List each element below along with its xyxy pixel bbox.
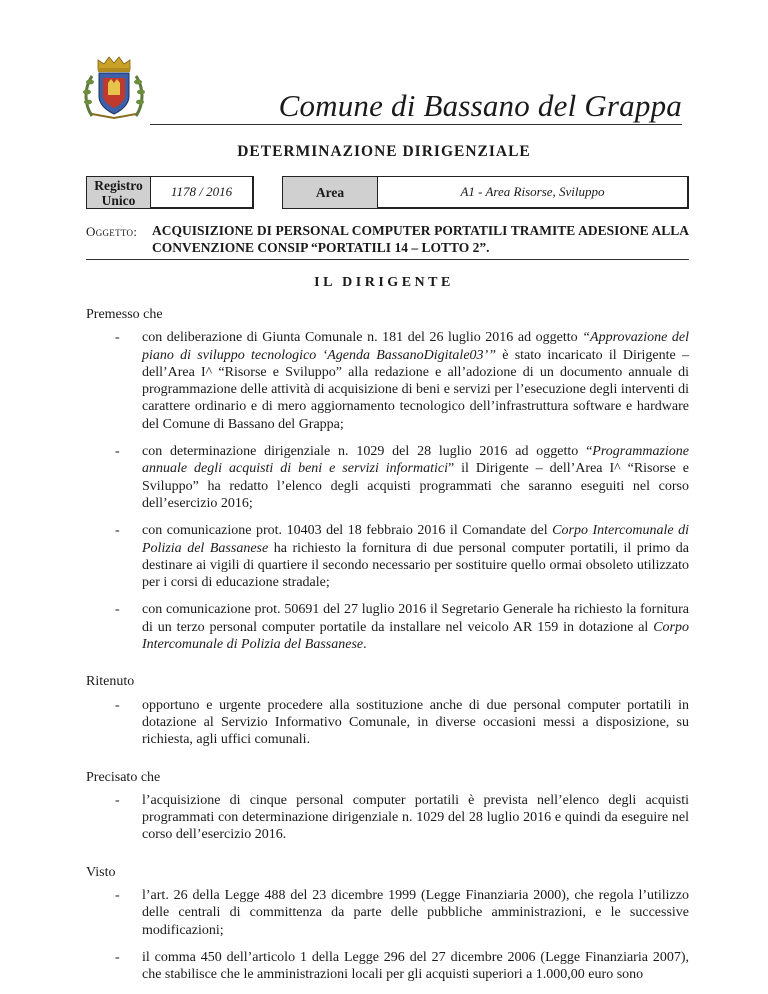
registry-table (86, 176, 689, 211)
text-run: il comma 450 dell’articolo 1 della Legge 296 del 27 dicembre 2006 (Legge Finanziaria 2007), che stabilisce che le amministrazioni locali per gli acquisti superiori a 1.000,00 euro sono (142, 949, 689, 983)
text-run: l’art. 26 della Legge 488 del 23 dicembre 1999 (Legge Finanziaria 2000), che regola l’utilizzo delle centrali di committenza da parte delle pubbliche amministrazioni, e le successive modificazioni; (142, 888, 689, 938)
text-run: ha richiesto la fornitura di due personal computer portatili, il primo da destinare ai vigili di quartiere il secondo necessario per sostituire quello ormai obsoleto utilizzato per i corsi di educazione stradale; (142, 540, 689, 591)
ritenuto-intro: Ritenuto (86, 674, 135, 690)
text-italic: Programmazione annuale degli acquisti di beni e servizi informatici (142, 444, 689, 477)
text-run: con comunicazione prot. 10403 del 18 febbraio 2016 il Comandate del (142, 523, 553, 539)
text-italic: “Approvazione del piano di sviluppo tecnologico ‘Agenda BassanoDigitale03’” (142, 330, 689, 363)
text-run: ” il Dirigente – dell’Area I^ “Risorse e Sviluppo” ha redatto l’elenco degli acquisti programmati che saranno eseguiti nel corso dell’esercizio 2016; (142, 461, 689, 511)
bullet-dash: - (115, 602, 120, 618)
text-run: è stato incaricato il Dirigente – dell’Area I^ “Risorse e Sviluppo” alla redazione e all’adozione di un documento annuale di programmazione delle attività di acquisizione di beni e servizi per l’esecuzione degli interventi di carattere ordinario e di mero aggiornamento tecnologico dell’infrastruttura software e hardware del Comune di Bassano del Grappa; (142, 347, 689, 432)
registry-number: 1178 / 2016 (170, 184, 233, 199)
text-run: . (363, 637, 367, 653)
bullet-dash: - (115, 949, 120, 965)
list-item (86, 329, 689, 433)
subject-text: ACQUISIZIONE DI PERSONAL COMPUTER PORTATILI TRAMITE ADESIONE ALLA CONVENZIONE CONSIP “PORTATILI 14 – LOTTO 2”. (152, 223, 689, 255)
document-type: DETERMINAZIONE DIRIGENZIALE (237, 143, 531, 160)
premesso-intro: Premesso che (86, 307, 163, 322)
list-item (86, 522, 689, 591)
area-name: A1 - Area Risorse, Sviluppo (460, 184, 605, 199)
list-item (86, 697, 689, 749)
header-rule (150, 124, 682, 125)
bullet-dash: - (115, 697, 120, 713)
city-coat-of-arms (78, 52, 150, 124)
bullet-dash: - (115, 444, 120, 460)
area-label-text: Area (315, 185, 345, 200)
text-run: l’acquisizione di cinque personal computer portatili è prevista nell’elenco degli acquisti programmati con determinazione dirigenziale n. 1029 del 28 luglio 2016 e quindi da eseguire nel corso dell’esercizio 2016. (142, 792, 689, 843)
precisato-intro: Precisato che (86, 769, 161, 785)
registry-value (150, 176, 254, 209)
text-run: con deliberazione di Giunta Comunale n. 181 del 26 luglio 2016 ad oggetto (142, 330, 583, 346)
bullet-dash: - (115, 792, 120, 808)
registry-label-text: Registro Unico (94, 177, 143, 208)
bullet-dash: - (115, 523, 120, 539)
area-value (377, 176, 689, 209)
list-item (86, 792, 689, 844)
city-name: Comune di Bassano del Grappa (278, 88, 682, 123)
bullet-dash: - (115, 888, 120, 904)
list-item (86, 443, 689, 512)
list-item (86, 949, 689, 984)
text-run: opportuno e urgente procedere alla sostituzione anche di due personal computer portatili in dotazione al Servizio Informativo Comunale, in diverse occasioni messi a disposizione, su richiesta, agli uffici comunali. (142, 697, 689, 748)
area-label (282, 176, 378, 209)
text-run: con comunicazione prot. 50691 del 27 luglio 2016 il Segretario Generale ha richiesto la fornitura di un terzo personal computer portatile da installare nel veicolo AR 159 in dotazione al (142, 602, 689, 635)
text-run: con determinazione dirigenziale n. 1029 del 28 luglio 2016 ad oggetto “ (142, 444, 593, 460)
bullet-dash: - (115, 330, 120, 346)
registry-label (86, 176, 151, 209)
document-body (86, 306, 689, 994)
subject-rule (86, 259, 689, 260)
text-italic: Corpo Intercomunale di Polizia del Bassanese (142, 619, 689, 653)
visto-intro: Visto (86, 864, 116, 880)
subject-label: Oggetto: (86, 224, 138, 239)
list-item (86, 601, 689, 653)
text-italic: Corpo Intercomunale di Polizia del Bassanese (142, 523, 689, 556)
section-heading: IL DIRIGENTE (314, 275, 454, 290)
list-item (86, 887, 689, 939)
